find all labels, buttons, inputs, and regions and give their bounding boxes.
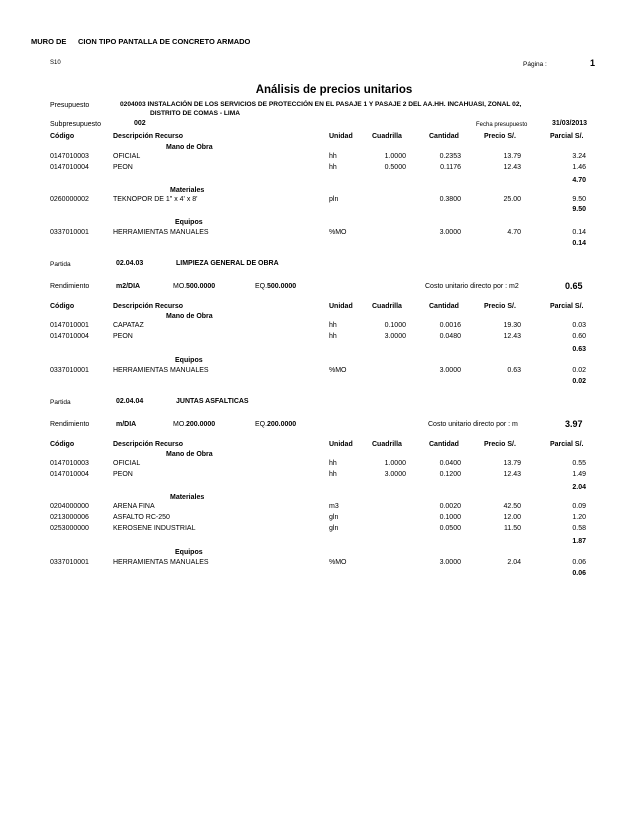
cell-parcial: 1.20	[572, 514, 586, 521]
subtotal-materiales: 1.87	[572, 538, 586, 545]
cell-parcial: 3.24	[572, 153, 586, 160]
subtotal-mano: 0.63	[572, 346, 586, 353]
cell-precio: 11.50	[504, 525, 521, 532]
cell-codigo: 0147010004	[50, 471, 89, 478]
page-label: Página :	[523, 61, 547, 68]
cell-unidad: gln	[329, 525, 339, 532]
cell-cantidad: 0.0400	[439, 460, 461, 467]
cell-desc: HERRAMIENTAS MANUALES	[113, 367, 209, 374]
partida-name: LIMPIEZA GENERAL DE OBRA	[176, 260, 279, 267]
cell-cantidad: 0.2353	[439, 153, 461, 160]
cell-unidad: %MO	[329, 559, 347, 566]
cell-cantidad: 0.0480	[439, 333, 461, 340]
presupuesto-value-line2: DISTRITO DE COMAS - LIMA	[150, 110, 240, 117]
col-precio: Precio S/.	[484, 441, 516, 448]
section-equipos: Equipos	[175, 549, 203, 556]
partida-code: 02.04.04	[116, 398, 144, 405]
cell-unidad: hh	[329, 460, 337, 467]
cell-precio: 12.00	[503, 514, 521, 521]
mo-value: 500.0000	[186, 283, 216, 290]
cell-cantidad: 0.1200	[439, 471, 461, 478]
cell-unidad: hh	[329, 322, 337, 329]
top-title-left: MURO DE	[31, 37, 67, 46]
cell-parcial: 0.14	[572, 229, 586, 236]
cell-desc: HERRAMIENTAS MANUALES	[113, 559, 209, 566]
cell-parcial: 0.60	[572, 333, 586, 340]
cell-precio: 4.70	[507, 229, 521, 236]
cell-unidad: hh	[329, 153, 337, 160]
cell-cantidad: 0.0020	[439, 503, 461, 510]
cell-precio: 0.63	[507, 367, 521, 374]
cell-cantidad: 0.0500	[439, 525, 461, 532]
subpresupuesto-value: 002	[134, 120, 146, 127]
mo-value: 200.0000	[186, 421, 216, 428]
cell-unidad: pln	[329, 196, 339, 203]
col-parcial: Parcial S/.	[550, 303, 584, 310]
costo-label: Costo unitario directo por : m2	[425, 283, 519, 290]
cell-unidad: hh	[329, 333, 337, 340]
rendimiento-unit: m2/DIA	[116, 283, 141, 290]
col-parcial: Parcial S/.	[550, 133, 584, 140]
cell-parcial: 0.09	[572, 503, 586, 510]
col-descripcion: Descripción Recurso	[113, 303, 184, 310]
section-materiales: Materiales	[170, 187, 205, 194]
costo-value: 3.97	[565, 419, 583, 429]
section-equipos: Equipos	[175, 357, 203, 364]
cell-cantidad: 0.1000	[439, 514, 461, 521]
cell-codigo: 0147010003	[50, 460, 89, 467]
cell-parcial: 0.03	[572, 322, 586, 329]
cell-cantidad: 3.0000	[439, 559, 461, 566]
cell-desc: PEON	[113, 471, 133, 478]
cell-precio: 25.00	[503, 196, 521, 203]
col-descripcion: Descripción Recurso	[113, 441, 184, 448]
col-unidad: Unidad	[329, 441, 353, 448]
cell-codigo: 0147010004	[50, 333, 89, 340]
cell-unidad: %MO	[329, 229, 347, 236]
cell-precio: 13.79	[503, 460, 521, 467]
rendimiento-unit: m/DIA	[116, 421, 137, 428]
cell-codigo: 0147010001	[50, 322, 89, 329]
costo-value: 0.65	[565, 281, 583, 291]
cell-parcial: 0.58	[572, 525, 586, 532]
cell-codigo: 0337010001	[50, 367, 89, 374]
subtotal-materiales: 9.50	[572, 206, 586, 213]
cell-unidad: hh	[329, 164, 337, 171]
cell-desc: OFICIAL	[113, 460, 141, 467]
cell-codigo: 0337010001	[50, 229, 89, 236]
cell-unidad: gln	[329, 514, 339, 521]
col-cantidad: Cantidad	[429, 303, 459, 310]
cell-parcial: 1.49	[572, 471, 586, 478]
cell-unidad: %MO	[329, 367, 347, 374]
subtotal-mano: 2.04	[572, 484, 586, 491]
subtotal-mano: 4.70	[572, 177, 586, 184]
cell-cantidad: 3.0000	[439, 229, 461, 236]
top-title-right: CION TIPO PANTALLA DE CONCRETO ARMADO	[78, 37, 251, 46]
col-codigo: Código	[50, 133, 75, 140]
partida-label: Partida	[50, 261, 71, 268]
cell-parcial: 1.46	[572, 164, 586, 171]
cell-unidad: m3	[329, 503, 339, 510]
cell-desc: PEON	[113, 333, 133, 340]
s10-label: S10	[50, 60, 61, 66]
col-unidad: Unidad	[329, 133, 353, 140]
subtotal-equipos: 0.14	[572, 240, 586, 247]
col-parcial: Parcial S/.	[550, 441, 584, 448]
eq-label: EQ.	[255, 421, 268, 428]
cell-precio: 19.30	[503, 322, 521, 329]
cell-cantidad: 3.0000	[439, 367, 461, 374]
cell-desc: KEROSENE INDUSTRIAL	[113, 525, 196, 532]
rendimiento-label: Rendimiento	[50, 283, 90, 290]
mo-label: MO.	[173, 421, 187, 428]
cell-codigo: 0147010003	[50, 153, 89, 160]
cell-codigo: 0147010004	[50, 164, 89, 171]
subpresupuesto-label: Subpresupuesto	[50, 121, 101, 128]
cell-precio: 12.43	[503, 164, 521, 171]
costo-label: Costo unitario directo por : m	[428, 421, 518, 428]
mo-label: MO.	[173, 283, 187, 290]
cell-desc: ASFALTO RC-250	[113, 514, 170, 521]
cell-cuadrilla: 1.0000	[384, 460, 406, 467]
cell-unidad: hh	[329, 471, 337, 478]
cell-precio: 12.43	[503, 333, 521, 340]
fecha-value: 31/03/2013	[552, 120, 588, 127]
cell-precio: 2.04	[507, 559, 521, 566]
cell-parcial: 0.55	[572, 460, 586, 467]
cell-precio: 42.50	[503, 503, 521, 510]
cell-desc: HERRAMIENTAS MANUALES	[113, 229, 209, 236]
cell-parcial: 0.06	[572, 559, 586, 566]
cell-codigo: 0213000006	[50, 514, 89, 521]
col-codigo: Código	[50, 441, 75, 448]
cell-cantidad: 0.1176	[440, 164, 461, 171]
partida-label: Partida	[50, 399, 71, 406]
subtotal-equipos: 0.02	[572, 378, 586, 385]
cell-codigo: 0260000002	[50, 196, 89, 203]
section-materiales: Materiales	[170, 494, 205, 501]
cell-desc: PEON	[113, 164, 133, 171]
page-number: 1	[590, 58, 596, 68]
partida-name: JUNTAS ASFALTICAS	[176, 398, 249, 405]
fecha-label: Fecha presupuesto	[476, 122, 528, 128]
col-cantidad: Cantidad	[429, 441, 459, 448]
cell-desc: TEKNOPOR DE 1" x 4' x 8'	[113, 196, 198, 203]
cell-cuadrilla: 3.0000	[384, 333, 406, 340]
col-cuadrilla: Cuadrilla	[372, 441, 402, 448]
col-precio: Precio S/.	[484, 133, 516, 140]
section-mano-de-obra: Mano de Obra	[166, 144, 213, 151]
eq-value: 500.0000	[267, 283, 297, 290]
rendimiento-label: Rendimiento	[50, 421, 90, 428]
cell-cuadrilla: 0.5000	[384, 164, 406, 171]
cell-codigo: 0253000000	[50, 525, 89, 532]
presupuesto-value: 0204003 INSTALACIÓN DE LOS SERVICIOS DE PROTECCIÓN EN EL PASAJE 1 Y PASAJE 2 DEL AA.HH. INCAHUASI, ZONAL 02,	[120, 101, 522, 108]
cell-codigo: 0204000000	[50, 503, 89, 510]
presupuesto-label: Presupuesto	[50, 102, 90, 109]
eq-label: EQ.	[255, 283, 268, 290]
cell-desc: OFICIAL	[113, 153, 141, 160]
cell-precio: 13.79	[503, 153, 521, 160]
col-unidad: Unidad	[329, 303, 353, 310]
cell-parcial: 9.50	[572, 196, 586, 203]
section-equipos: Equipos	[175, 219, 203, 226]
cell-parcial: 0.02	[572, 367, 586, 374]
cell-cantidad: 0.3800	[439, 196, 461, 203]
col-codigo: Código	[50, 303, 75, 310]
col-cuadrilla: Cuadrilla	[372, 303, 402, 310]
eq-value: 200.0000	[267, 421, 297, 428]
cell-cuadrilla: 3.0000	[384, 471, 406, 478]
partida-code: 02.04.03	[116, 260, 144, 267]
report-title: Análisis de precios unitarios	[255, 84, 413, 96]
col-precio: Precio S/.	[484, 303, 516, 310]
section-mano-de-obra: Mano de Obra	[166, 451, 213, 458]
section-mano-de-obra: Mano de Obra	[166, 313, 213, 320]
cell-cantidad: 0.0016	[439, 322, 461, 329]
cell-cuadrilla: 0.1000	[384, 322, 406, 329]
cell-codigo: 0337010001	[50, 559, 89, 566]
col-cuadrilla: Cuadrilla	[372, 133, 402, 140]
cell-precio: 12.43	[503, 471, 521, 478]
subtotal-equipos: 0.06	[572, 570, 586, 577]
cell-desc: ARENA FINA	[113, 503, 155, 510]
cell-desc: CAPATAZ	[113, 322, 144, 329]
col-descripcion: Descripción Recurso	[113, 133, 184, 140]
col-cantidad: Cantidad	[429, 133, 459, 140]
cell-cuadrilla: 1.0000	[384, 153, 406, 160]
